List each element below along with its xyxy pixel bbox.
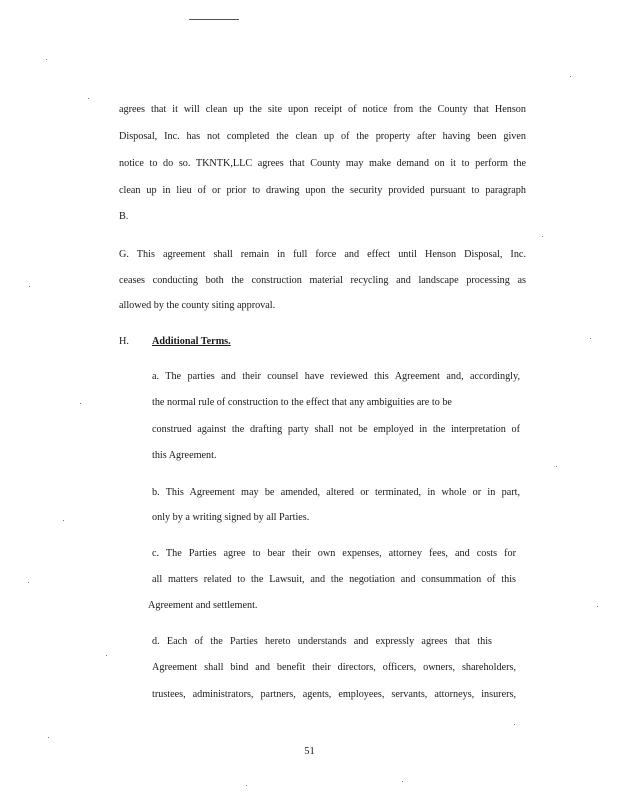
para-f-line-5: B. [119, 211, 129, 222]
para-a-line-2: the normal rule of construction to the effect that any ambiguities are to be [152, 397, 452, 408]
scan-speck [80, 403, 81, 404]
scan-speck [29, 286, 30, 287]
scan-speck [88, 98, 89, 99]
para-f-line-1: agrees that it will clean up the site upon receipt of notice from the County that Henson [119, 104, 526, 115]
scan-speck [556, 466, 557, 467]
scan-speck [46, 59, 47, 60]
para-d-line-1: d. Each of the Parties hereto understands and expressly agrees that this [152, 636, 492, 647]
page-number: 51 [304, 746, 315, 757]
para-c-line-2: all matters related to the Lawsuit, and the negotiation and consummation of this [152, 574, 516, 585]
para-a-line-1: a. The parties and their counsel have reviewed this Agreement and, accordingly, [152, 371, 520, 382]
para-a-line-3: construed against the drafting party shall not be employed in the interpretation of [152, 424, 520, 435]
para-a-line-4: this Agreement. [152, 450, 217, 461]
para-g-line-1: G. This agreement shall remain in full force and effect until Henson Disposal, Inc. [119, 249, 526, 260]
scan-speck [514, 724, 515, 725]
scan-speck [246, 785, 247, 786]
para-g-line-3: allowed by the county siting approval. [119, 300, 276, 311]
scan-speck [542, 236, 543, 237]
para-d-line-3: trustees, administrators, partners, agents, employees, servants, attorneys, insurers, [152, 689, 516, 700]
section-h-heading: Additional Terms. [152, 336, 231, 347]
scan-speck [570, 76, 571, 77]
scan-speck [590, 338, 591, 339]
para-c-line-1: c. The Parties agree to bear their own expenses, attorney fees, and costs for [152, 548, 516, 559]
scan-speck [63, 520, 64, 521]
para-f-line-2: Disposal, Inc. has not completed the clean up of the property after having been given [119, 131, 526, 142]
scan-speck [106, 655, 107, 656]
para-b-line-2: only by a writing signed by all Parties. [152, 512, 310, 523]
scan-speck [597, 606, 598, 607]
para-f-line-3: notice to do so. TKNTK,LLC agrees that County may make demand on it to perform the [119, 158, 526, 169]
top-rule [189, 19, 239, 20]
para-c-line-3: Agreement and settlement. [148, 600, 258, 611]
section-h-letter: H. [119, 336, 129, 347]
para-b-line-1: b. This Agreement may be amended, altered or terminated, in whole or in part, [152, 487, 520, 498]
para-g-line-2: ceases conducting both the construction material recycling and landscape processing as [119, 275, 526, 286]
scan-speck [28, 582, 29, 583]
para-f-line-4: clean up in lieu of or prior to drawing upon the security provided pursuant to paragraph [119, 185, 526, 196]
scan-speck [48, 737, 49, 738]
scan-speck [402, 781, 403, 782]
para-d-line-2: Agreement shall bind and benefit their directors, officers, owners, shareholders, [152, 662, 516, 673]
